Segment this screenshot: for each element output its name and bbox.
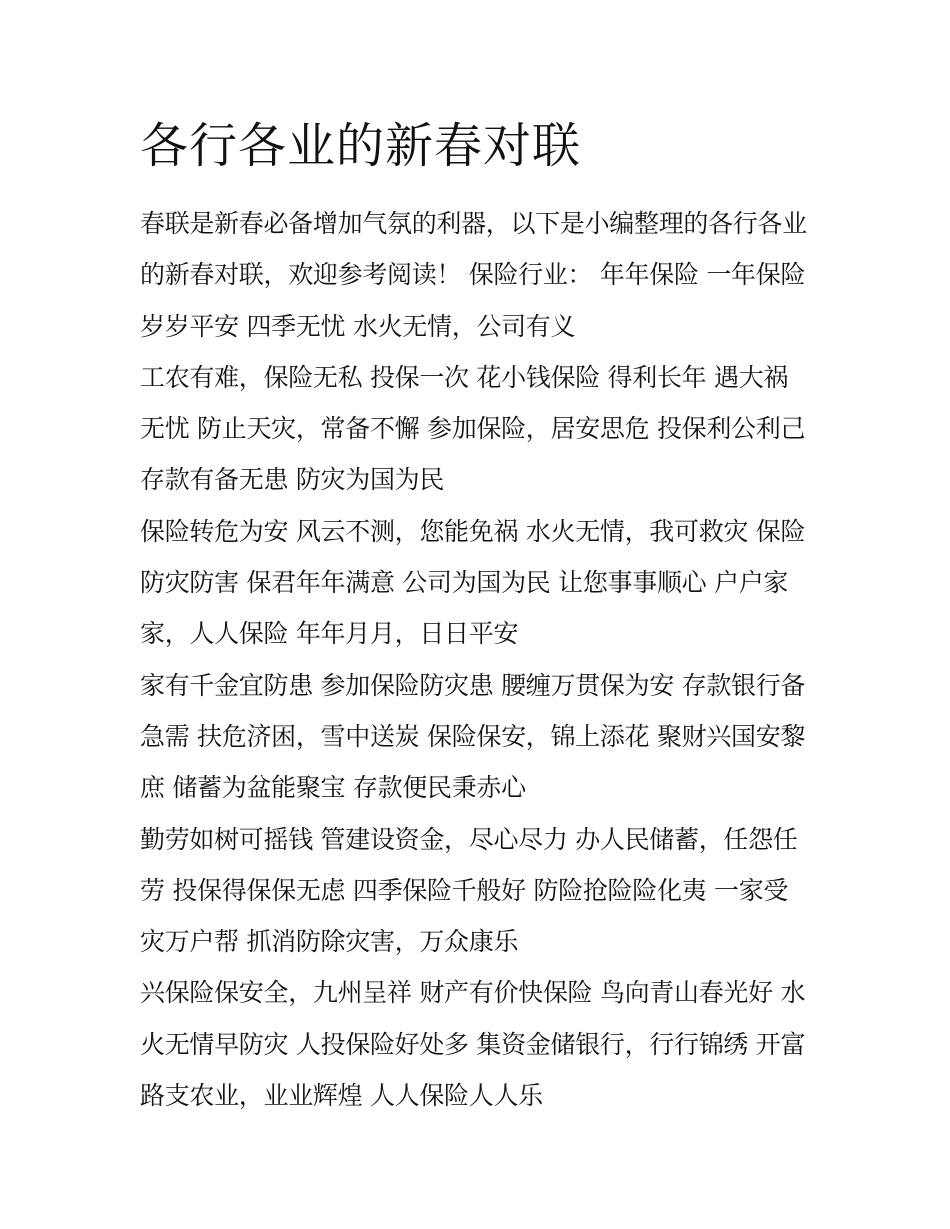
document-title: 各行各业的新春对联 — [140, 118, 582, 174]
body-line: 灾万户帮 抓消防除灾害，万众康乐 — [140, 927, 519, 957]
body-line: 兴保险保安全，九州呈祥 财产有价快保险 鸟向青山春光好 水 — [140, 978, 806, 1008]
body-line: 家，人人保险 年年月月，日日平安 — [140, 619, 519, 649]
body-line: 工农有难，保险无私 投保一次 花小钱保险 得利长年 遇大祸 — [140, 362, 789, 392]
body-line: 存款有备无患 防灾为国为民 — [140, 465, 445, 495]
body-line: 无忧 防止天灾，常备不懈 参加保险，居安思危 投保利公利己 — [140, 414, 806, 444]
body-line: 春联是新春必备增加气氛的利器，以下是小编整理的各行各业 — [140, 209, 807, 238]
document-body — [140, 198, 820, 1121]
body-line: 岁岁平安 四季无忧 水火无情，公司有义 — [140, 311, 576, 341]
body-line: 的新春对联，欢迎参考阅读！ 保险行业： 年年保险 一年保险 — [140, 260, 806, 290]
body-line: 火无情早防灾 人投保险好处多 集资金储银行，行行锦绣 开富 — [140, 1029, 806, 1059]
body-line: 家有千金宜防患 参加保险防灾患 腰缠万贯保为安 存款银行备 — [140, 670, 806, 700]
body-line: 劳 投保得保保无虑 四季保险千般好 防险抢险险化夷 一家受 — [140, 875, 789, 905]
body-line: 防灾防害 保君年年满意 公司为国为民 让您事事顺心 户户家 — [140, 568, 789, 598]
body-line: 庶 储蓄为盆能聚宝 存款便民秉赤心 — [140, 773, 526, 803]
body-line: 急需 扶危济困，雪中送炭 保险保安，锦上添花 聚财兴国安黎 — [140, 721, 806, 751]
body-line: 勤劳如树可摇钱 管建设资金，尽心尽力 办人民储蓄，任怨任 — [140, 824, 798, 854]
body-line: 保险转危为安 风云不测，您能免祸 水火无情，我可救灾 保险 — [140, 516, 806, 546]
body-line: 路支农业，业业辉煌 人人保险人人乐 — [140, 1081, 543, 1111]
